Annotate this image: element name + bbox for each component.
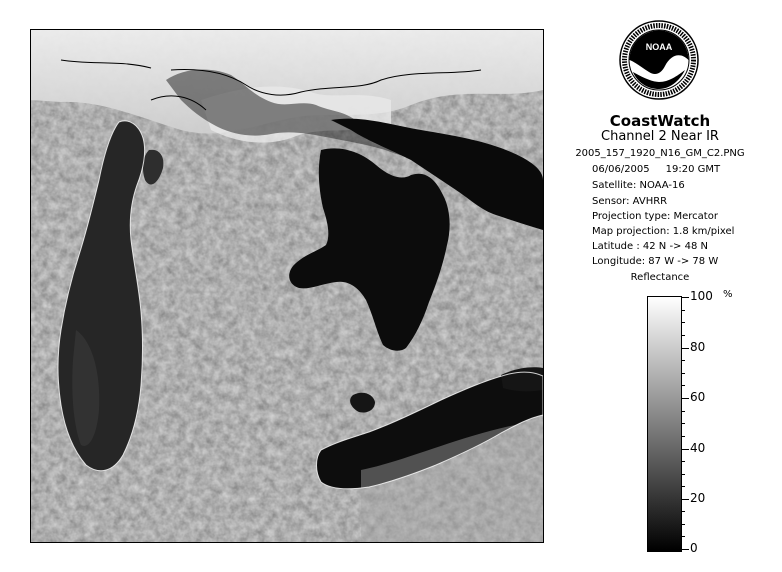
noaa-logo: [619, 20, 699, 100]
date-time: [592, 164, 720, 175]
satellite-image: [30, 29, 544, 543]
tick-label: 20: [690, 491, 706, 505]
tick-label: 60: [690, 390, 706, 404]
info-sensor: Sensor: AVHRR: [592, 196, 668, 207]
filename: 2005_157_1920_N16_GM_C2.PNG: [575, 148, 745, 159]
minor-tick: [681, 436, 685, 437]
info-satellite: Satellite: NOAA-16: [592, 180, 685, 191]
major-tick: [681, 549, 689, 550]
major-tick: [681, 499, 689, 500]
major-tick: [681, 398, 689, 399]
subtitle: Channel 2 Near IR: [601, 129, 719, 144]
minor-tick: [681, 322, 685, 323]
info-longitude: Longitude: 87 W -> 78 W: [592, 256, 719, 267]
colorbar-unit: %: [723, 289, 733, 300]
major-tick: [681, 449, 689, 450]
minor-tick: [681, 423, 685, 424]
minor-tick: [681, 411, 685, 412]
minor-tick: [681, 385, 685, 386]
minor-tick: [681, 511, 685, 512]
info-latitude: Latitude : 42 N -> 48 N: [592, 241, 708, 252]
minor-tick: [681, 360, 685, 361]
minor-tick: [681, 486, 685, 487]
minor-tick: [681, 373, 685, 374]
tick-label: 0: [690, 541, 698, 555]
minor-tick: [681, 461, 685, 462]
colorbar: [647, 296, 682, 552]
minor-tick: [681, 536, 685, 537]
minor-tick: [681, 474, 685, 475]
minor-tick: [681, 310, 685, 311]
time: 19:20 GMT: [665, 164, 721, 175]
title: CoastWatch: [609, 112, 711, 130]
logo-text: NOAA: [645, 42, 673, 52]
major-tick: [681, 297, 689, 298]
tick-label: 40: [690, 441, 706, 455]
info-map-projection: Map projection: 1.8 km/pixel: [592, 226, 735, 237]
tick-label: 80: [690, 340, 706, 354]
colorbar-label: Reflectance: [630, 272, 690, 283]
minor-tick: [681, 524, 685, 525]
date: 06/06/2005: [592, 164, 650, 175]
major-tick: [681, 348, 689, 349]
minor-tick: [681, 335, 685, 336]
info-projection-type: Projection type: Mercator: [592, 211, 718, 222]
tick-label: 100: [690, 289, 713, 303]
